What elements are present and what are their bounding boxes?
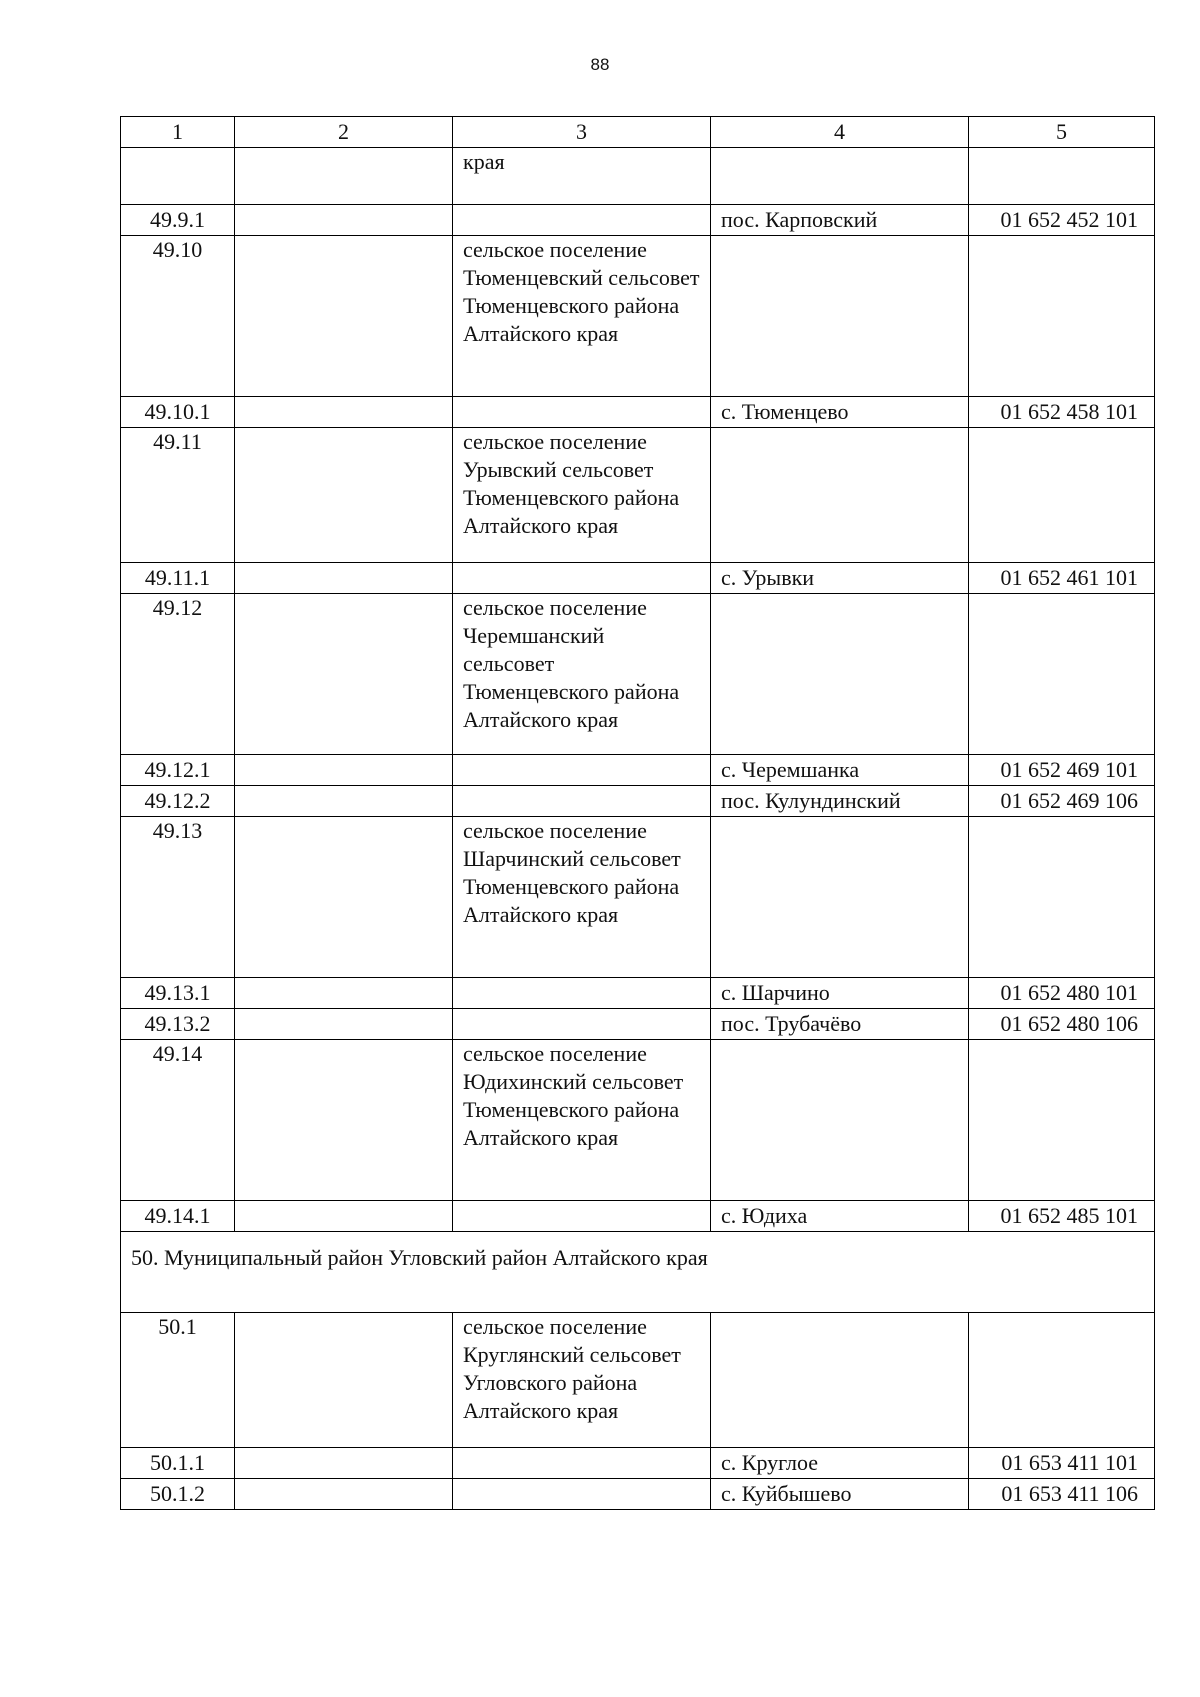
section-heading-row — [121, 1232, 1155, 1313]
row-number: 49.13.2 — [121, 1009, 235, 1040]
municipality-name: края — [453, 148, 711, 205]
empty-cell — [711, 1040, 969, 1201]
empty-cell — [969, 1313, 1155, 1448]
empty-cell — [969, 1040, 1155, 1201]
empty-cell — [453, 563, 711, 594]
oktmo-code: 01 652 452 101 — [969, 205, 1155, 236]
locality-row — [121, 563, 1155, 594]
row-number — [121, 148, 235, 205]
empty-cell — [453, 1448, 711, 1479]
locality-name: пос. Трубачёво — [711, 1009, 969, 1040]
locality-name: с. Черемшанка — [711, 755, 969, 786]
column-header-3: 3 — [453, 117, 711, 148]
empty-cell — [711, 148, 969, 205]
page-number: 88 — [590, 55, 610, 74]
row-number: 49.11 — [121, 428, 235, 563]
municipality-row — [121, 236, 1155, 397]
row-number: 49.12 — [121, 594, 235, 755]
row-number: 49.13.1 — [121, 978, 235, 1009]
empty-cell — [453, 1479, 711, 1510]
row-number: 50.1 — [121, 1313, 235, 1448]
empty-cell — [711, 1313, 969, 1448]
oktmo-code: 01 652 480 106 — [969, 1009, 1155, 1040]
empty-cell — [235, 1479, 453, 1510]
column-header-5: 5 — [969, 117, 1155, 148]
empty-cell — [235, 817, 453, 978]
empty-cell — [711, 236, 969, 397]
locality-row — [121, 1479, 1155, 1510]
empty-cell — [235, 563, 453, 594]
locality-name: с. Круглое — [711, 1448, 969, 1479]
empty-cell — [235, 786, 453, 817]
municipality-row — [121, 428, 1155, 563]
locality-name: пос. Карповский — [711, 205, 969, 236]
municipality-name: сельское поселение Шарчинский сельсовет Тюменцевского района Алтайского края — [453, 817, 711, 978]
row-number: 50.1.2 — [121, 1479, 235, 1510]
locality-name: с. Урывки — [711, 563, 969, 594]
municipality-row — [121, 594, 1155, 755]
column-header-4: 4 — [711, 117, 969, 148]
locality-name: с. Шарчино — [711, 978, 969, 1009]
column-header-1: 1 — [121, 117, 235, 148]
municipality-row — [121, 1040, 1155, 1201]
locality-row — [121, 786, 1155, 817]
oktmo-code: 01 652 469 106 — [969, 786, 1155, 817]
table-body — [121, 117, 1155, 1510]
locality-row — [121, 397, 1155, 428]
empty-cell — [235, 205, 453, 236]
municipality-row — [121, 817, 1155, 978]
empty-cell — [711, 817, 969, 978]
empty-cell — [711, 428, 969, 563]
locality-row — [121, 1448, 1155, 1479]
empty-cell — [453, 205, 711, 236]
locality-name: с. Куйбышево — [711, 1479, 969, 1510]
settlements-table — [120, 116, 1155, 1510]
empty-cell — [235, 1448, 453, 1479]
row-number: 49.14.1 — [121, 1201, 235, 1232]
empty-cell — [235, 236, 453, 397]
empty-cell — [235, 594, 453, 755]
empty-cell — [235, 978, 453, 1009]
empty-cell — [969, 428, 1155, 563]
municipality-name: сельское поселение Урывский сельсовет Тюменцевского района Алтайского края — [453, 428, 711, 563]
empty-cell — [235, 397, 453, 428]
row-number: 50.1.1 — [121, 1448, 235, 1479]
municipality-name: сельское поселение Черемшанский сельсовет Тюменцевского района Алтайского края — [453, 594, 711, 755]
municipality-name: сельское поселение Тюменцевский сельсовет Тюменцевского района Алтайского края — [453, 236, 711, 397]
row-number: 49.9.1 — [121, 205, 235, 236]
row-number: 49.12.1 — [121, 755, 235, 786]
locality-name: с. Тюменцево — [711, 397, 969, 428]
row-number: 49.12.2 — [121, 786, 235, 817]
empty-cell — [453, 397, 711, 428]
locality-name: пос. Кулундинский — [711, 786, 969, 817]
empty-cell — [453, 978, 711, 1009]
empty-cell — [235, 148, 453, 205]
empty-cell — [711, 594, 969, 755]
empty-cell — [235, 428, 453, 563]
table-header-row — [121, 117, 1155, 148]
empty-cell — [453, 1009, 711, 1040]
municipality-row — [121, 148, 1155, 205]
oktmo-code: 01 652 469 101 — [969, 755, 1155, 786]
empty-cell — [969, 594, 1155, 755]
municipality-row — [121, 1313, 1155, 1448]
row-number: 49.14 — [121, 1040, 235, 1201]
empty-cell — [235, 1313, 453, 1448]
oktmo-code: 01 652 480 101 — [969, 978, 1155, 1009]
empty-cell — [969, 236, 1155, 397]
empty-cell — [235, 1201, 453, 1232]
empty-cell — [969, 817, 1155, 978]
empty-cell — [969, 148, 1155, 205]
locality-row — [121, 205, 1155, 236]
row-number: 49.13 — [121, 817, 235, 978]
empty-cell — [453, 1201, 711, 1232]
empty-cell — [453, 755, 711, 786]
row-number: 49.11.1 — [121, 563, 235, 594]
locality-name: с. Юдиха — [711, 1201, 969, 1232]
row-number: 49.10 — [121, 236, 235, 397]
locality-row — [121, 755, 1155, 786]
locality-row — [121, 978, 1155, 1009]
empty-cell — [453, 786, 711, 817]
row-number: 49.10.1 — [121, 397, 235, 428]
oktmo-code: 01 652 485 101 — [969, 1201, 1155, 1232]
section-title: 50. Муниципальный район Угловский район Алтайского края — [121, 1232, 1155, 1313]
empty-cell — [235, 1009, 453, 1040]
locality-row — [121, 1201, 1155, 1232]
column-header-2: 2 — [235, 117, 453, 148]
municipality-name: сельское поселение Круглянский сельсовет Угловского района Алтайского края — [453, 1313, 711, 1448]
oktmo-code: 01 652 458 101 — [969, 397, 1155, 428]
empty-cell — [235, 755, 453, 786]
oktmo-code: 01 653 411 101 — [969, 1448, 1155, 1479]
oktmo-code: 01 653 411 106 — [969, 1479, 1155, 1510]
locality-row — [121, 1009, 1155, 1040]
oktmo-code: 01 652 461 101 — [969, 563, 1155, 594]
municipality-name: сельское поселение Юдихинский сельсовет Тюменцевского района Алтайского края — [453, 1040, 711, 1201]
empty-cell — [235, 1040, 453, 1201]
